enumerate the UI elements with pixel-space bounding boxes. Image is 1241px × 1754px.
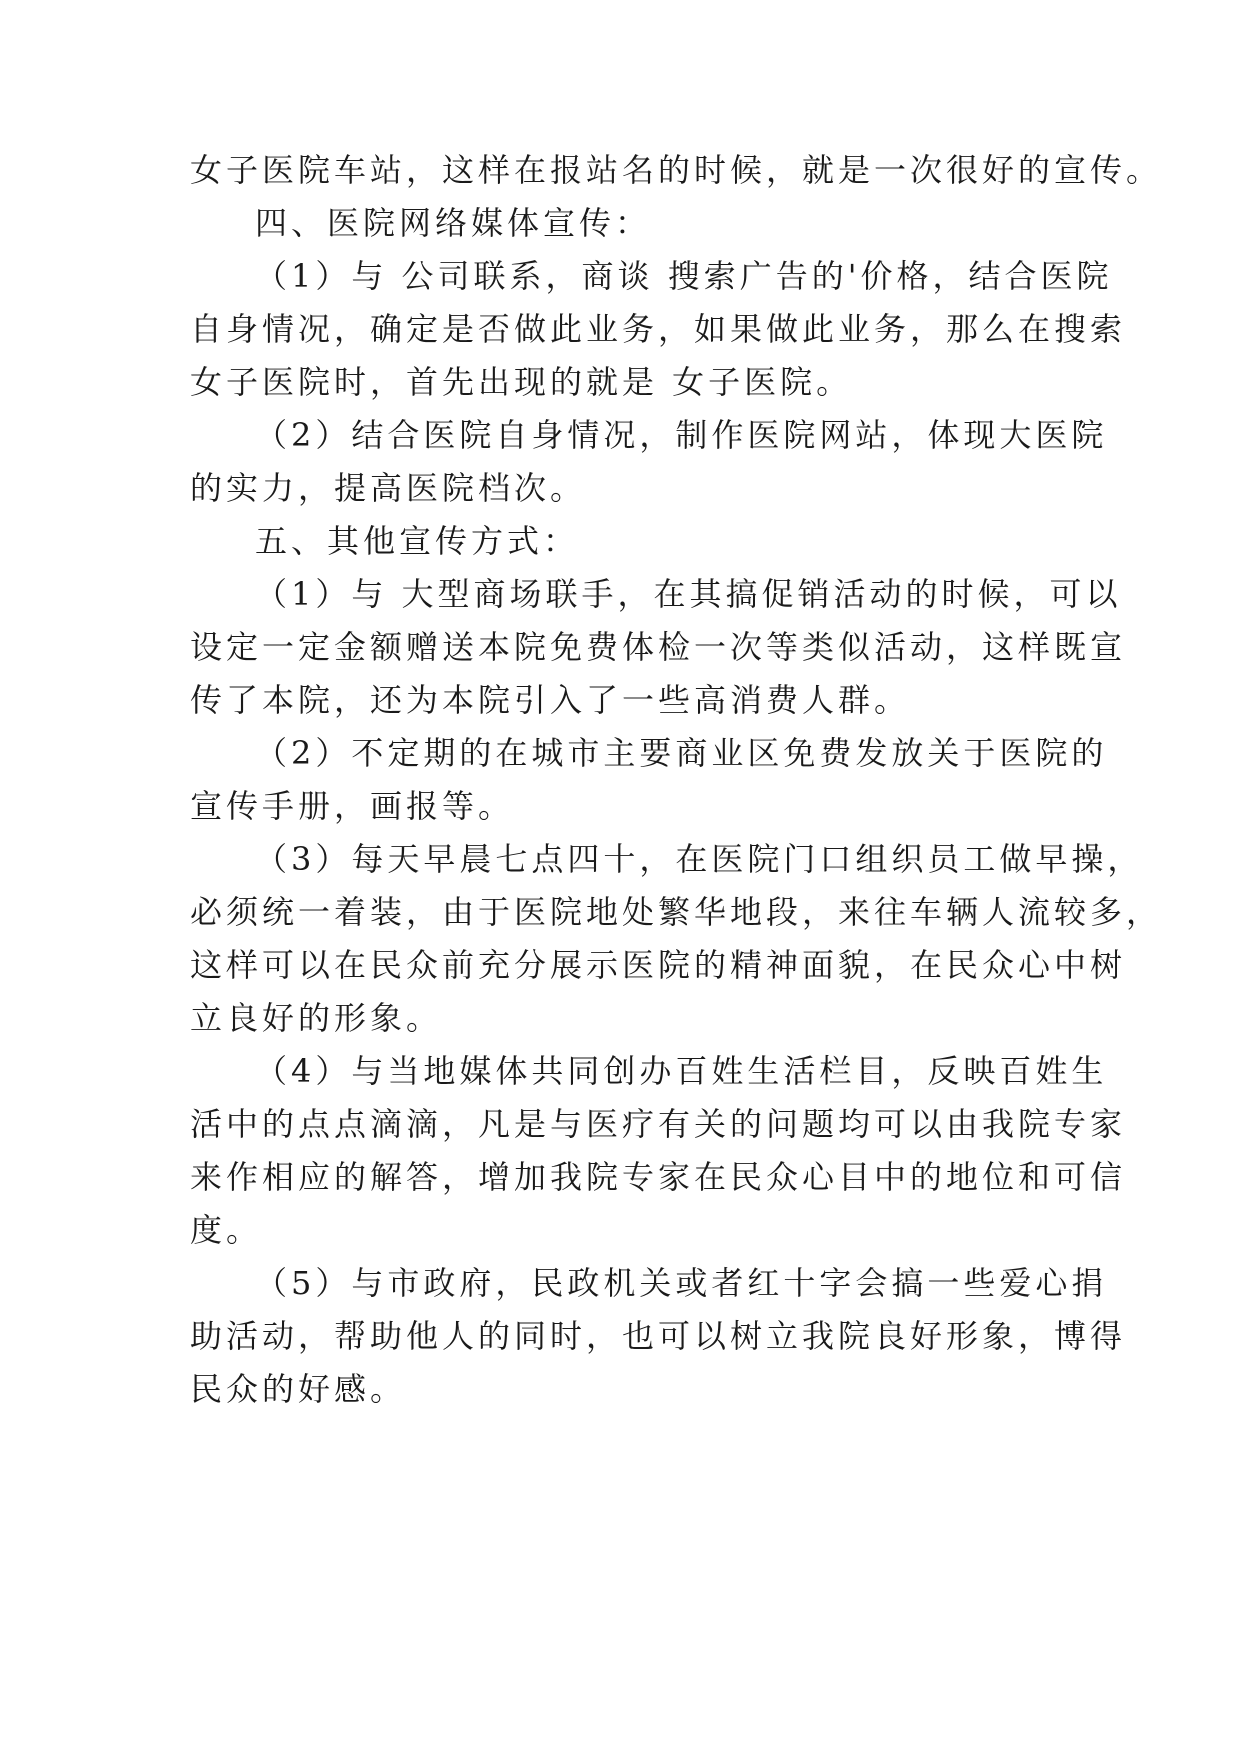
text-line: 立良好的形象。 xyxy=(190,999,443,1037)
text-line: 必须统一着装，由于医院地处繁华地段，来往车辆人流较多， xyxy=(190,893,1163,931)
text-line: 女子医院车站，这样在报站名的时候，就是一次很好的宣传。 xyxy=(190,151,1163,189)
text-line: （4）与当地媒体共同创办百姓生活栏目，反映百姓生 xyxy=(255,1052,1108,1090)
text-line: 民众的好感。 xyxy=(190,1370,407,1408)
text-line: （5）与市政府，民政机关或者红十字会搞一些爱心捐 xyxy=(255,1264,1108,1302)
text-line: 助活动，帮助他人的同时，也可以树立我院良好形象，博得 xyxy=(190,1317,1127,1355)
text-line: （3）每天早晨七点四十，在医院门口组织员工做早操， xyxy=(255,840,1144,878)
text-line: 宣传手册，画报等。 xyxy=(190,787,515,825)
text-line: 传了本院，还为本院引入了一些高消费人群。 xyxy=(190,681,911,719)
text-line: （1）与 大型商场联手，在其搞促销活动的时候，可以 xyxy=(255,575,1122,613)
section-heading: 四、医院网络媒体宣传： xyxy=(255,204,652,242)
text-line: 女子医院时，首先出现的就是 女子医院。 xyxy=(190,363,853,401)
text-line: 这样可以在民众前充分展示医院的精神面貌，在民众心中树 xyxy=(190,946,1127,984)
text-line: 设定一定金额赠送本院免费体检一次等类似活动，这样既宣 xyxy=(190,628,1127,666)
text-line: 自身情况，确定是否做此业务，如果做此业务，那么在搜索 xyxy=(190,310,1127,348)
text-line: 的实力，提高医院档次。 xyxy=(190,469,587,507)
text-line: 活中的点点滴滴，凡是与医疗有关的问题均可以由我院专家 xyxy=(190,1105,1127,1143)
text-line: 来作相应的解答，增加我院专家在民众心目中的地位和可信 xyxy=(190,1158,1127,1196)
text-line: （2）结合医院自身情况，制作医院网站，体现大医院 xyxy=(255,416,1108,454)
text-line: （2）不定期的在城市主要商业区免费发放关于医院的 xyxy=(255,734,1108,772)
text-line: 度。 xyxy=(190,1211,263,1249)
text-line: （1）与 公司联系，商谈 搜索广告的'价格，结合医院 xyxy=(255,257,1113,295)
section-heading: 五、其他宣传方式： xyxy=(255,522,580,560)
